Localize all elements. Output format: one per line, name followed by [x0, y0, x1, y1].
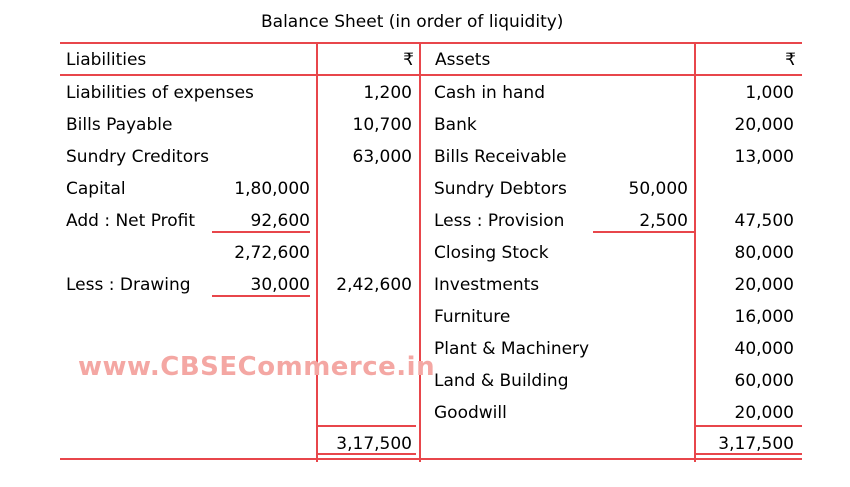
balance-sheet-table	[60, 42, 802, 462]
liability-label: Bills Payable	[66, 115, 173, 135]
liability-amount: 1,200	[363, 83, 412, 103]
liability-sub-amount: 2,72,600	[234, 243, 310, 263]
asset-amount: 1,000	[745, 83, 794, 103]
liability-sub-amount: 92,600	[250, 211, 310, 231]
drawing-underline	[212, 295, 310, 297]
asset-amount: 13,000	[734, 147, 794, 167]
asset-label: Land & Building	[434, 371, 569, 391]
asset-label: Bank	[434, 115, 477, 135]
liability-amount: 63,000	[352, 147, 412, 167]
watermark-text: www.CBSECommerce.in	[78, 352, 436, 382]
liability-label: Less : Drawing	[66, 275, 191, 295]
assets-total: 3,17,500	[718, 434, 794, 454]
provision-underline	[593, 231, 694, 233]
header-rule	[60, 74, 802, 76]
asset-label: Sundry Debtors	[434, 179, 567, 199]
asset-amount: 47,500	[734, 211, 794, 231]
liability-label: Add : Net Profit	[66, 211, 196, 231]
assets-total-top-rule	[696, 425, 802, 427]
asset-label: Goodwill	[434, 403, 507, 423]
asset-amount: 60,000	[734, 371, 794, 391]
asset-sub-amount: 2,500	[639, 211, 688, 231]
top-rule	[60, 42, 802, 44]
liability-label: Liabilities of expenses	[66, 83, 254, 103]
liability-sub-amount: 1,80,000	[234, 179, 310, 199]
asset-amount: 40,000	[734, 339, 794, 359]
asset-sub-amount: 50,000	[628, 179, 688, 199]
liability-sub-amount: 30,000	[250, 275, 310, 295]
liabilities-currency-header: ₹	[403, 50, 414, 70]
asset-label: Bills Receivable	[434, 147, 567, 167]
asset-label: Less : Provision	[434, 211, 565, 231]
balance-sheet-title: Balance Sheet (in order of liquidity)	[261, 12, 564, 32]
liabilities-total: 3,17,500	[336, 434, 412, 454]
asset-label: Closing Stock	[434, 243, 549, 263]
asset-amount: 20,000	[734, 275, 794, 295]
liability-label: Sundry Creditors	[66, 147, 209, 167]
assets-currency-header: ₹	[785, 50, 796, 70]
asset-amount: 20,000	[734, 115, 794, 135]
asset-label: Investments	[434, 275, 540, 295]
asset-label: Plant & Machinery	[434, 339, 590, 359]
asset-amount: 80,000	[734, 243, 794, 263]
liability-amount: 10,700	[352, 115, 412, 135]
net-profit-underline	[212, 231, 310, 233]
liab-total-top-rule	[316, 425, 416, 427]
bottom-rule	[60, 458, 802, 460]
asset-amount: 16,000	[734, 307, 794, 327]
liab-amount-col-rule	[316, 42, 318, 462]
asset-label: Furniture	[434, 307, 511, 327]
asset-amount: 20,000	[734, 403, 794, 423]
liability-label: Capital	[66, 179, 126, 199]
center-col-rule	[419, 42, 421, 462]
assets-header: Assets	[435, 50, 491, 70]
asset-label: Cash in hand	[434, 83, 545, 103]
liabilities-header: Liabilities	[66, 50, 147, 70]
liability-amount: 2,42,600	[336, 275, 412, 295]
